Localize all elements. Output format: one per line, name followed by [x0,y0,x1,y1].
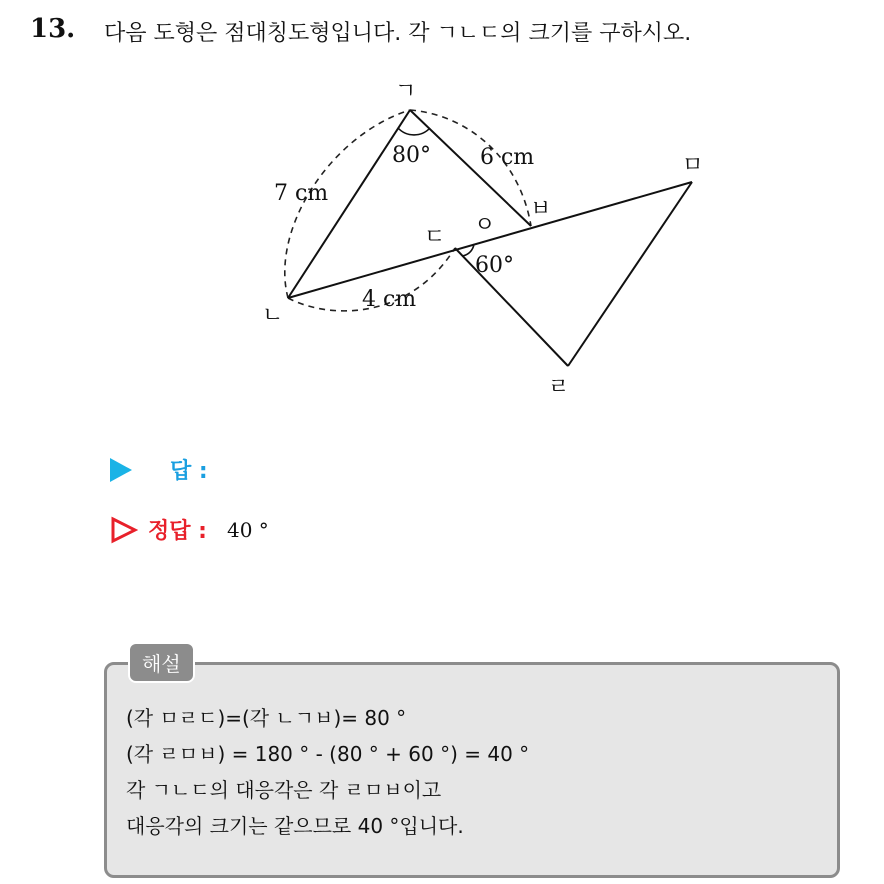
solution-tag: 해설 [128,642,195,683]
measure-side-right: 6 cm [480,145,535,170]
measure-side-left: 7 cm [274,181,329,206]
label-b: ㅂ [530,197,552,222]
correct-marker-icon [110,516,138,544]
answer-marker-icon [110,458,132,482]
solution-line: 대응각의 크기는 같으므로 40 °입니다. [126,814,464,838]
label-r: ㄹ [548,375,570,400]
angle-arc-top [398,128,430,135]
solution-line: (각 ㄹㅁㅂ) = 180 ° - (80 ° + 60 °) = 40 ° [126,742,530,766]
measure-angle-mid: 60° [475,253,514,278]
label-m: ㅁ [682,153,704,178]
label-d: ㄷ [424,225,446,250]
measure-angle-top: 80° [392,143,431,168]
correct-answer-value: 40 ° [226,517,269,542]
correct-answer-row [110,514,269,545]
measure-side-bottom: 4 cm [362,287,417,312]
label-g: ㄱ [395,79,417,104]
question-text: 다음 도형은 점대칭도형입니다. 각 ㄱㄴㄷ의 크기를 구하시오. [104,21,692,46]
question-number: 13. [30,14,76,44]
solution-line: 각 ㄱㄴㄷ의 대응각은 각 ㄹㅁㅂ이고 [126,778,442,802]
solution-line: (각 ㅁㄹㄷ)=(각 ㄴㄱㅂ)= 80 ° [126,706,407,730]
edge-n-m [288,182,692,298]
correct-answer-label: 정답 : [148,519,207,544]
label-n: ㄴ [262,303,284,328]
edge-r-m [568,182,692,366]
point-symmetric-figure [0,0,884,440]
answer-row [110,454,208,485]
label-o: ㅇ [474,213,496,238]
solution-text [126,700,529,844]
answer-label: 답 : [170,459,208,484]
